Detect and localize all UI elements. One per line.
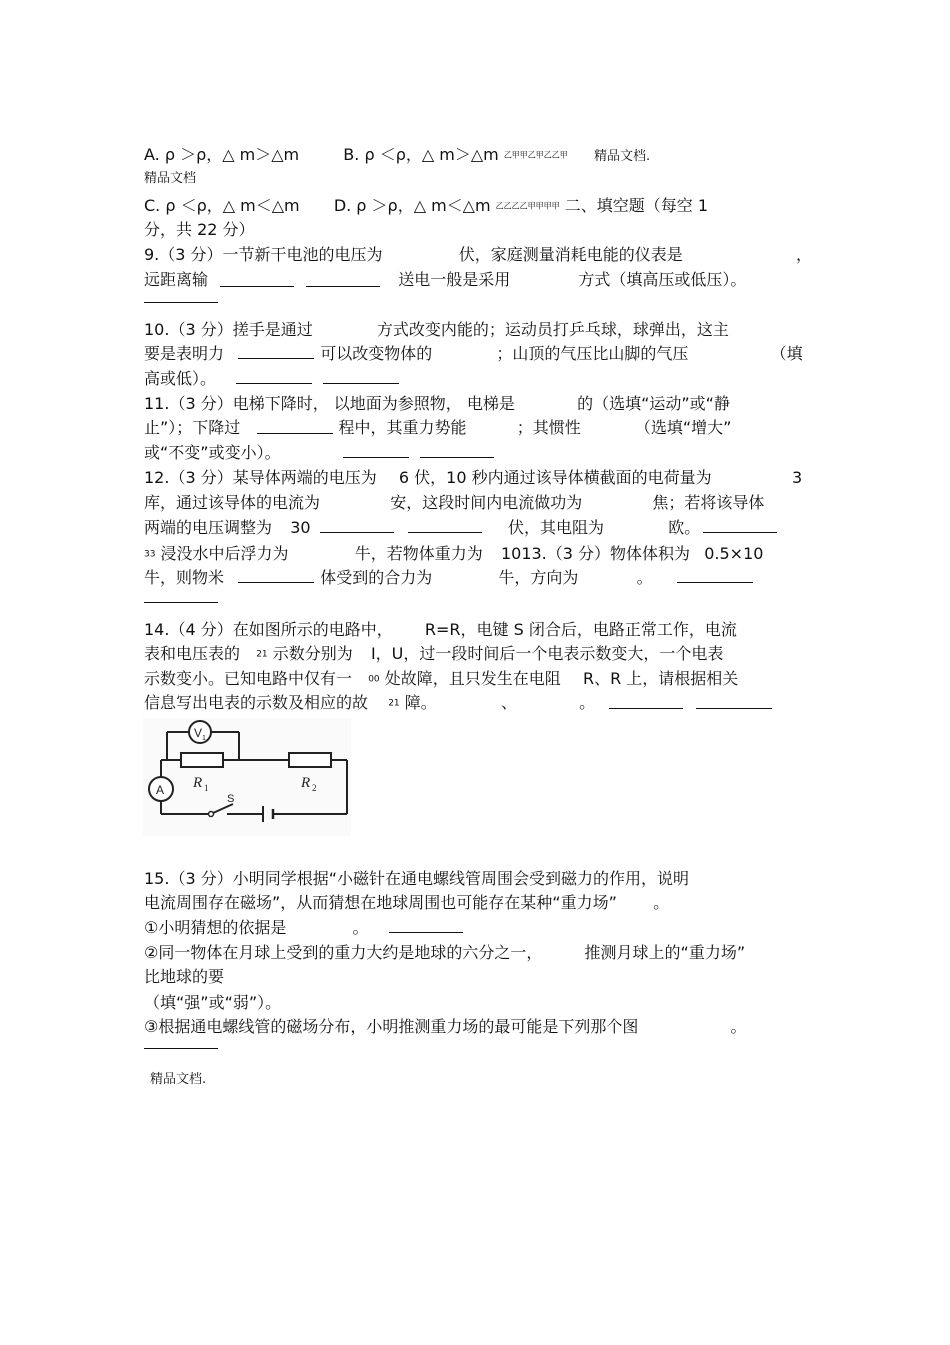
q10-text: 可以改变物体的	[320, 344, 433, 363]
q9-comma: ，	[796, 245, 813, 264]
q14-subscript: 21	[256, 649, 268, 660]
option-b: B. ρ ＜ρ，△ m＞△m	[343, 145, 499, 164]
q11-line2	[144, 416, 731, 440]
answer-blank[interactable]	[343, 457, 409, 458]
option-subscripts: 乙乙乙乙甲甲甲甲	[495, 201, 560, 211]
q15-line4	[144, 941, 745, 965]
option-subscripts: 乙甲甲乙甲乙乙甲	[503, 150, 568, 160]
option-a: A. ρ ＞ρ，△ m＞△m	[144, 145, 300, 164]
q10-text: 10.（3 分）搓手是通过	[144, 320, 313, 339]
option-d: D. ρ ＞ρ，△ m＜△m	[333, 196, 491, 215]
answer-blank[interactable]	[408, 532, 482, 533]
q14-text: 信息写出电表的示数及相应的故	[144, 693, 369, 712]
answer-blank[interactable]	[320, 532, 394, 533]
circuit-diagram	[143, 718, 351, 836]
q11-text: ；其惯性	[516, 418, 581, 437]
q10-text: 方式改变内能的；运动员打乒乓球，球弹出，这主	[376, 320, 729, 339]
q13-line1	[144, 542, 763, 567]
q12-text: 欧。	[668, 518, 701, 537]
section-heading-cont: 分，共 22 分）	[144, 220, 255, 239]
q9-text: 方式（填高压或低压）。	[578, 270, 747, 289]
q14-line4	[144, 691, 595, 716]
q11-text: （选填“增大”	[634, 418, 732, 437]
q9-text: 送电一般是采用	[398, 270, 511, 289]
answer-blank[interactable]	[306, 286, 380, 287]
q11-line1	[144, 392, 730, 416]
q14-text: R=R，电键 S 闭合后，电路正常工作，电流	[424, 620, 737, 639]
q13-text: 牛，则物米	[144, 568, 225, 587]
q13-text: 1013.（3 分）物体体积为	[500, 544, 691, 563]
q10-line2	[144, 342, 803, 366]
q13-superscript: 33	[144, 549, 156, 560]
ammeter-label: A	[156, 783, 165, 797]
q10-line3: 高或低）。	[144, 369, 217, 388]
q9-text: 9.（3 分）一节新干电池的电压为	[144, 245, 383, 264]
q12-line1	[144, 466, 712, 490]
q12-text: 安，这段时间内电流做功为	[390, 493, 583, 512]
watermark-text: 精品文档.	[594, 149, 651, 164]
q14-text: 表和电压表的	[144, 644, 241, 663]
q9-line1	[144, 243, 683, 267]
r2-subscript: 2	[312, 783, 317, 793]
q10-line1	[144, 318, 729, 342]
answer-blank[interactable]	[703, 532, 777, 533]
answer-blank[interactable]	[144, 1048, 218, 1049]
q15-text: 。	[352, 918, 369, 937]
q14-text: 、	[500, 693, 517, 712]
q12-value: 30	[290, 518, 311, 537]
q15-text: ③根据通电螺线管的磁场分布，小明推测重力场的最可能是下列那个图	[144, 1017, 639, 1036]
q14-text: 示数分别为	[272, 644, 353, 663]
q14-text: I，U，过一段时间后一个电表示数变大，一个电表	[370, 644, 724, 663]
q14-text: 14.（4 分）在如图所示的电路中，	[144, 620, 393, 639]
q12-text: 伏，其电阻为	[508, 518, 605, 537]
q13-text: 浸没水中后浮力为	[160, 544, 289, 563]
q14-text: 示数变小。已知电路中仅有一	[144, 669, 353, 688]
q12-value: 3	[792, 468, 803, 487]
answer-blank[interactable]	[609, 708, 683, 709]
q14-subscript: 21	[388, 698, 400, 709]
q14-line3	[144, 667, 738, 692]
q12-text: 焦；若将该导体	[652, 493, 765, 512]
q11-line3: 或“不变”或变小）。	[144, 443, 281, 462]
q14-text: 处故障，且只发生在电阻	[384, 669, 561, 688]
answer-blank[interactable]	[144, 302, 218, 303]
section-heading: 二、填空题（每空 1	[564, 196, 709, 215]
q13-text: 体受到的合力为	[320, 568, 433, 587]
option-line-ab	[144, 143, 650, 169]
option-line-cd	[144, 194, 708, 219]
q13-text: 牛，方向为	[498, 568, 579, 587]
r1-label: R	[193, 775, 203, 791]
q14-line1	[144, 618, 737, 642]
q14-text: 。	[579, 693, 596, 712]
q13-text: 0.5×10	[704, 544, 764, 563]
q15-line3	[144, 916, 369, 940]
q9-line2	[144, 268, 746, 292]
q13-line2	[144, 566, 653, 590]
q14-line2	[144, 642, 723, 667]
q15-text: 推测月球上的“重力场”	[584, 943, 746, 962]
q15-line1: 15.（3 分）小明同学根据“小磁针在通电螺线管周围会受到磁力的作用，说明	[144, 869, 690, 888]
q12-text: 6 伏，10 秒内通过该导体横截面的电荷量为	[398, 468, 712, 487]
q14-text: 障。	[404, 693, 437, 712]
answer-blank[interactable]	[144, 602, 218, 603]
q10-text: 要是表明力	[144, 344, 225, 363]
answer-blank[interactable]	[257, 433, 333, 434]
r1-subscript: 1	[204, 783, 209, 793]
q10-text: （填	[770, 344, 803, 363]
q12-text: 两端的电压调整为	[144, 518, 273, 537]
answer-blank[interactable]	[220, 286, 294, 287]
option-c: C. ρ ＜ρ，△ m＜△m	[144, 196, 300, 215]
q15-text: ①小明猜想的依据是	[144, 918, 287, 937]
q11-text: 11.（3 分）电梯下降时， 以地面为参照物， 电梯是	[144, 394, 515, 413]
q13-text: 。	[636, 568, 653, 587]
q9-text: 伏，家庭测量消耗电能的仪表是	[458, 245, 683, 264]
q11-text: 程中，其重力势能	[338, 418, 467, 437]
resistor-r1	[181, 753, 223, 767]
q11-text: 止”）；下降过	[144, 418, 241, 437]
q15-line6: （填“强”或“弱”）。	[144, 993, 282, 1012]
q15-line5: 比地球的要	[144, 967, 225, 986]
answer-blank[interactable]	[696, 708, 772, 709]
answer-blank[interactable]	[236, 383, 312, 384]
q15-line7	[144, 1015, 747, 1039]
watermark-line: 精品文档	[144, 171, 197, 186]
answer-blank[interactable]	[238, 358, 314, 359]
q15-text: ②同一物体在月球上受到的重力大约是地球的六分之一，	[144, 943, 543, 962]
answer-blank[interactable]	[420, 457, 494, 458]
answer-blank[interactable]	[238, 582, 314, 583]
q9-text: 远距离输	[144, 270, 209, 289]
q12-text: 库，通过该导体的电流为	[144, 493, 321, 512]
q14-text: R、R 上，请根据相关	[582, 669, 739, 688]
q15-text: 。	[730, 1017, 747, 1036]
q15-text: 电流周围存在磁场”，从而猜想在地球周围也可能存在某种“重力场”	[144, 893, 617, 912]
q15-text: 。	[653, 893, 670, 912]
q15-line2	[144, 891, 669, 915]
q13-text: 牛，若物体重力为	[354, 544, 483, 563]
switch-label: S	[227, 793, 235, 805]
r2-label: R	[301, 775, 311, 791]
q12-line2	[144, 491, 764, 515]
answer-blank[interactable]	[323, 383, 399, 384]
q11-text: 的（选填“运动”或“静	[577, 394, 730, 413]
footer-watermark: 精品文档.	[150, 1072, 207, 1087]
resistor-r2	[289, 753, 331, 767]
voltmeter-subscript: 1	[202, 735, 206, 742]
q12-text: 12.（3 分）某导体两端的电压为	[144, 468, 377, 487]
q14-subscript: 00	[368, 674, 380, 685]
q12-line3	[144, 516, 311, 540]
answer-blank[interactable]	[389, 932, 463, 933]
voltmeter-label: V	[194, 726, 203, 740]
q10-text: ；山顶的气压比山脚的气压	[496, 344, 689, 363]
answer-blank[interactable]	[677, 582, 753, 583]
q12-line3b	[508, 516, 700, 540]
